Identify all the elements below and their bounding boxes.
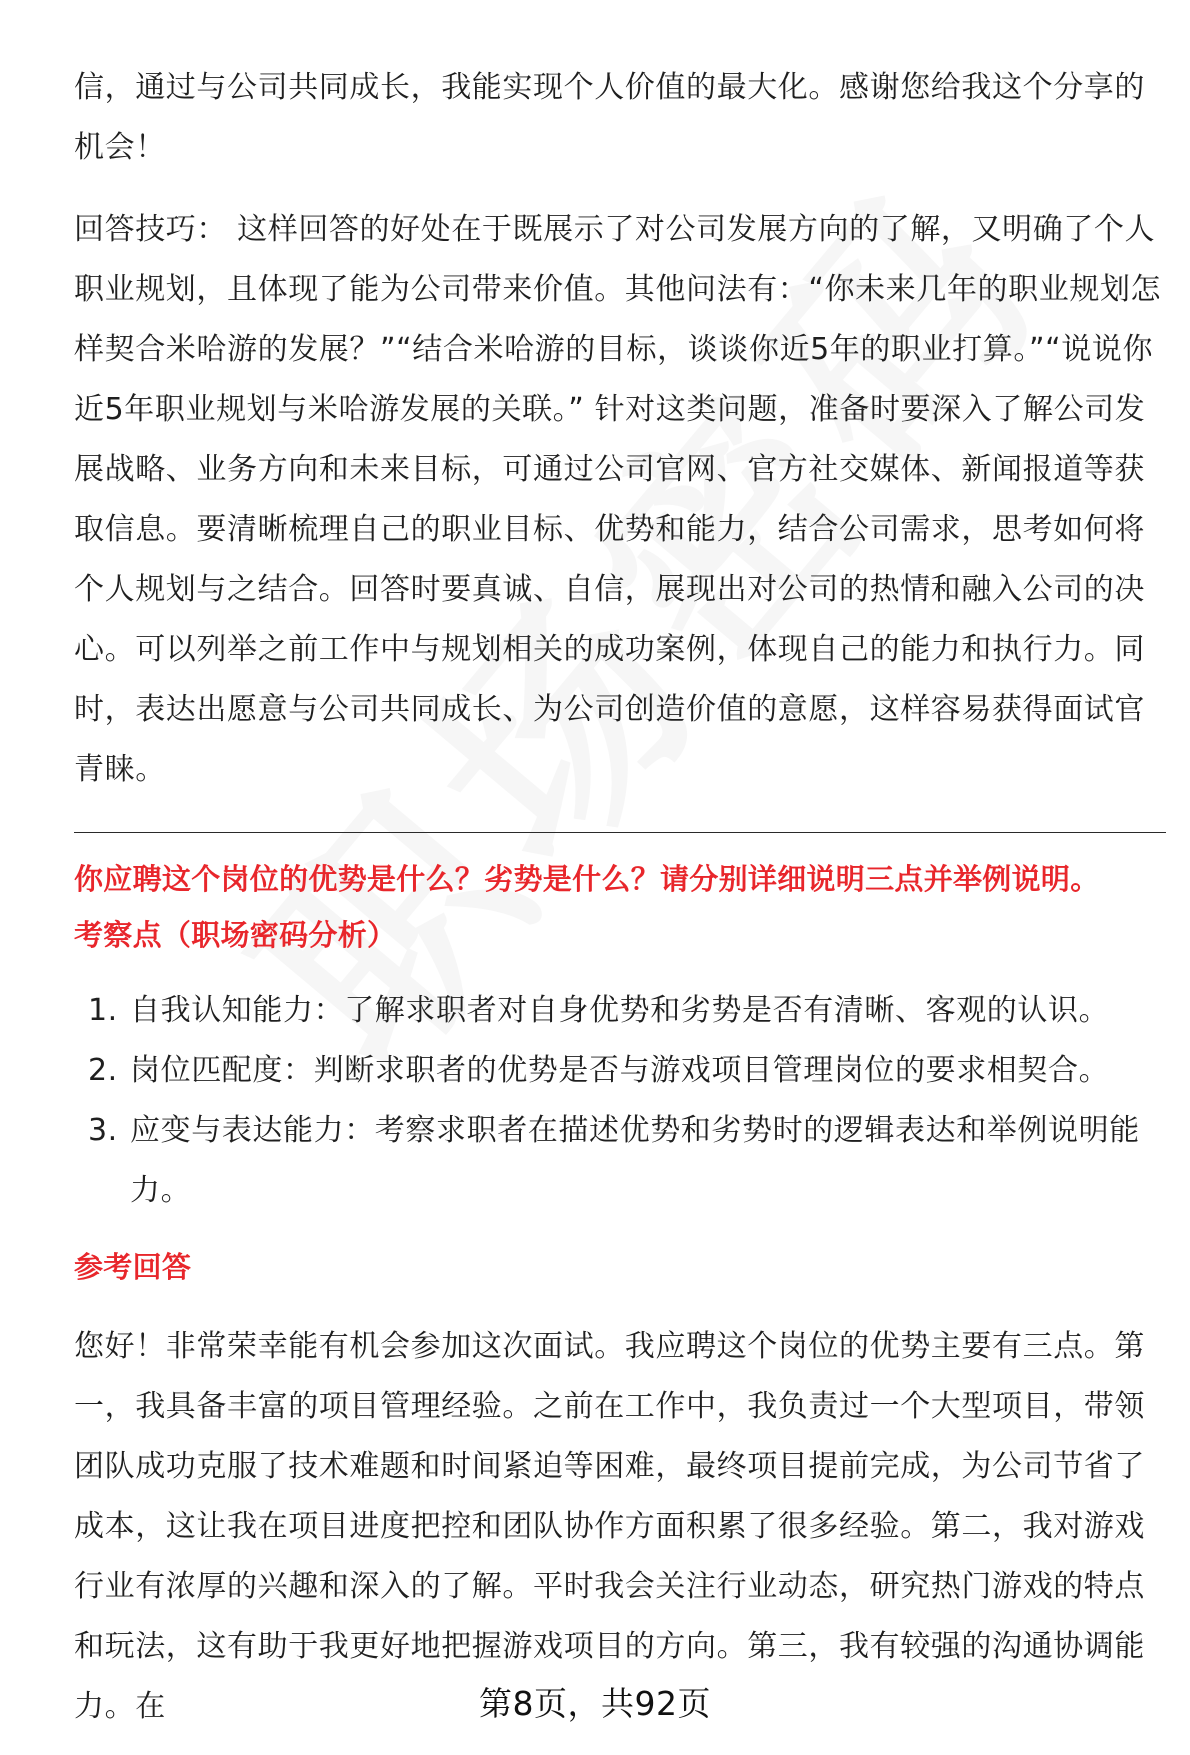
list-item <box>74 981 1166 1041</box>
exam-points-list <box>74 981 1166 1221</box>
list-item <box>74 1041 1166 1101</box>
list-item-number: 2. <box>88 1053 118 1088</box>
answer-tips-paragraph: 回答技巧： 这样回答的好处在于既展示了对公司发展方向的了解，又明确了个人职业规划，且体现了能为公司带来价值。其他问法有：“你未来几年的职业规划怎样契合米哈游的发展？”“结合米哈游的目标，谈谈你近5年的职业打算。”“说说你近5年职业规划与米哈游发展的关联。” 针对这类问题，准备时要深入了解公司发展战略、业务方向和未来目标，可通过公司官网、官方社交媒体、新闻报道等获取信息。要清晰梳理自己的职业目标、优势和能力，结合公司需求，思考如何将个人规划与之结合。回答时要真诚、自信，展现出对公司的热情和融入公司的决心。可以列举之前工作中与规划相关的成功案例，体现自己的能力和执行力。同时，表达出愿意与公司共同成长、为公司创造价值的意愿，这样容易获得面试官青睐。 <box>74 212 1162 787</box>
exam-points-heading: 考察点（职场密码分析） <box>74 918 397 952</box>
question-heading: 你应聘这个岗位的优势是什么？劣势是什么？请分别详细说明三点并举例说明。 <box>74 862 1100 896</box>
list-item-number: 1. <box>88 993 118 1028</box>
intro-continuation-paragraph: 信，通过与公司共同成长，我能实现个人价值的最大化。感谢您给我这个分享的机会！ <box>74 70 1145 165</box>
list-item-text: 自我认知能力：了解求职者对自身优势和劣势是否有清晰、客观的认识。 <box>130 993 1110 1028</box>
list-item-number: 3. <box>88 1113 118 1148</box>
section-divider <box>74 832 1166 833</box>
document-page <box>74 58 1166 1737</box>
page-number-footer: 第8页，共92页 <box>479 1684 711 1723</box>
reference-answer-heading: 参考回答 <box>74 1250 192 1284</box>
reference-answer-paragraph: 您好！非常荣幸能有机会参加这次面试。我应聘这个岗位的优势主要有三点。第一，我具备丰富的项目管理经验。之前在工作中，我负责过一个大型项目，带领团队成功克服了技术难题和时间紧迫等困难，最终项目提前完成，为公司节省了成本，这让我在项目进度把控和团队协作方面积累了很多经验。第二，我对游戏行业有浓厚的兴趣和深入的了解。平时我会关注行业动态，研究热门游戏的特点和玩法，这有助于我更好地把握游戏项目的方向。第三，我有较强的沟通协调能力。在 <box>74 1329 1145 1724</box>
list-item <box>74 1101 1166 1221</box>
list-item-text: 应变与表达能力：考察求职者在描述优势和劣势时的逻辑表达和举例说明能力。 <box>130 1113 1140 1208</box>
list-item-text: 岗位匹配度：判断求职者的优势是否与游戏项目管理岗位的要求相契合。 <box>130 1053 1110 1088</box>
